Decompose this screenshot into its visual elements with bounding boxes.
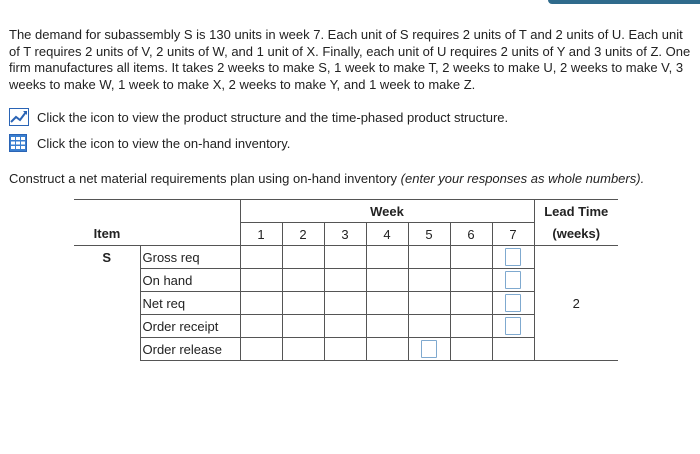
- net-req-w2: [282, 292, 324, 315]
- order-receipt-w7: [492, 315, 534, 338]
- order-receipt-w7-input[interactable]: [505, 317, 521, 335]
- week-2-header: 2: [282, 223, 324, 246]
- table-icon[interactable]: [9, 134, 27, 152]
- week-5-header: 5: [408, 223, 450, 246]
- header-row-1: [74, 200, 618, 223]
- net-req-w1: [240, 292, 282, 315]
- order-receipt-w4: [366, 315, 408, 338]
- gross-req-w7-input[interactable]: [505, 248, 521, 266]
- week-6-header: 6: [450, 223, 492, 246]
- instruction-text: [9, 171, 644, 186]
- item-header: Item: [74, 223, 140, 246]
- gross-req-w7: [492, 246, 534, 269]
- on-hand-w7: [492, 269, 534, 292]
- mrp-table: [74, 199, 618, 361]
- row-label-gross-req: Gross req: [140, 246, 240, 269]
- net-req-w5: [408, 292, 450, 315]
- net-req-w6: [450, 292, 492, 315]
- order-receipt-w1: [240, 315, 282, 338]
- net-req-w3: [324, 292, 366, 315]
- order-release-w4: [366, 338, 408, 361]
- order-receipt-w2: [282, 315, 324, 338]
- gross-req-w5: [408, 246, 450, 269]
- instruction-main: Construct a net material requirements plan using on-hand inventory: [9, 171, 401, 186]
- on-hand-w4: [366, 269, 408, 292]
- order-release-w7: [492, 338, 534, 361]
- item-s: S: [102, 250, 112, 265]
- on-hand-w1: [240, 269, 282, 292]
- order-release-w1: [240, 338, 282, 361]
- on-hand-w7-input[interactable]: [505, 271, 521, 289]
- order-receipt-w3: [324, 315, 366, 338]
- order-release-w5: [408, 338, 450, 361]
- order-release-w5-input[interactable]: [421, 340, 437, 358]
- week-7-header: 7: [492, 223, 534, 246]
- gross-req-w3: [324, 246, 366, 269]
- table-row-gross-req: [74, 246, 618, 269]
- lead-time-value: 2: [534, 246, 618, 361]
- gross-req-w1: [240, 246, 282, 269]
- gross-req-w2: [282, 246, 324, 269]
- item-header-spacer: [74, 200, 140, 223]
- gross-req-w6: [450, 246, 492, 269]
- lead-time-header-1: Lead Time: [534, 200, 618, 223]
- item-cell: [74, 246, 140, 361]
- problem-statement: The demand for subassembly S is 130 units in week 7. Each unit of S requires 2 units of T and 2 units of U. Each unit of T requires 2 units of V, 2 units of W, and 1 unit of X. Finally, each unit of U requires 2 units of Y and 3 units of Z. One firm manufactures all items. It takes 2 weeks to make S, 1 week to make T, 2 weeks to make U, 2 weeks to make V, 3 weeks to make W, 1 week to make X, 2 weeks to make Y, and 1 week to make Z.: [9, 27, 691, 92]
- net-req-w7: [492, 292, 534, 315]
- week-header: Week: [240, 200, 534, 223]
- week-4-header: 4: [366, 223, 408, 246]
- week-1-header: 1: [240, 223, 282, 246]
- order-receipt-w5: [408, 315, 450, 338]
- top-accent-bar: [548, 0, 700, 4]
- lead-time-header-2: (weeks): [534, 223, 618, 246]
- row-label-net-req: Net req: [140, 292, 240, 315]
- order-receipt-w6: [450, 315, 492, 338]
- label-header-blank: [140, 223, 240, 246]
- row-label-order-release: Order release: [140, 338, 240, 361]
- chart-icon[interactable]: [9, 108, 27, 126]
- inventory-link[interactable]: [9, 134, 290, 152]
- row-label-order-receipt: Order receipt: [140, 315, 240, 338]
- on-hand-w5: [408, 269, 450, 292]
- product-structure-link-label[interactable]: Click the icon to view the product structure and the time-phased product structure.: [37, 109, 509, 125]
- order-release-w3: [324, 338, 366, 361]
- net-req-w7-input[interactable]: [505, 294, 521, 312]
- inventory-link-label[interactable]: Click the icon to view the on-hand inventory.: [37, 135, 291, 151]
- header-row-2: [74, 223, 618, 246]
- gross-req-w4: [366, 246, 408, 269]
- order-release-w2: [282, 338, 324, 361]
- on-hand-w3: [324, 269, 366, 292]
- week-3-header: 3: [324, 223, 366, 246]
- order-release-w6: [450, 338, 492, 361]
- label-header-spacer: [140, 200, 240, 223]
- on-hand-w2: [282, 269, 324, 292]
- product-structure-link[interactable]: [9, 108, 508, 126]
- on-hand-w6: [450, 269, 492, 292]
- row-label-on-hand: On hand: [140, 269, 240, 292]
- net-req-w4: [366, 292, 408, 315]
- instruction-italic: (enter your responses as whole numbers).: [400, 171, 645, 186]
